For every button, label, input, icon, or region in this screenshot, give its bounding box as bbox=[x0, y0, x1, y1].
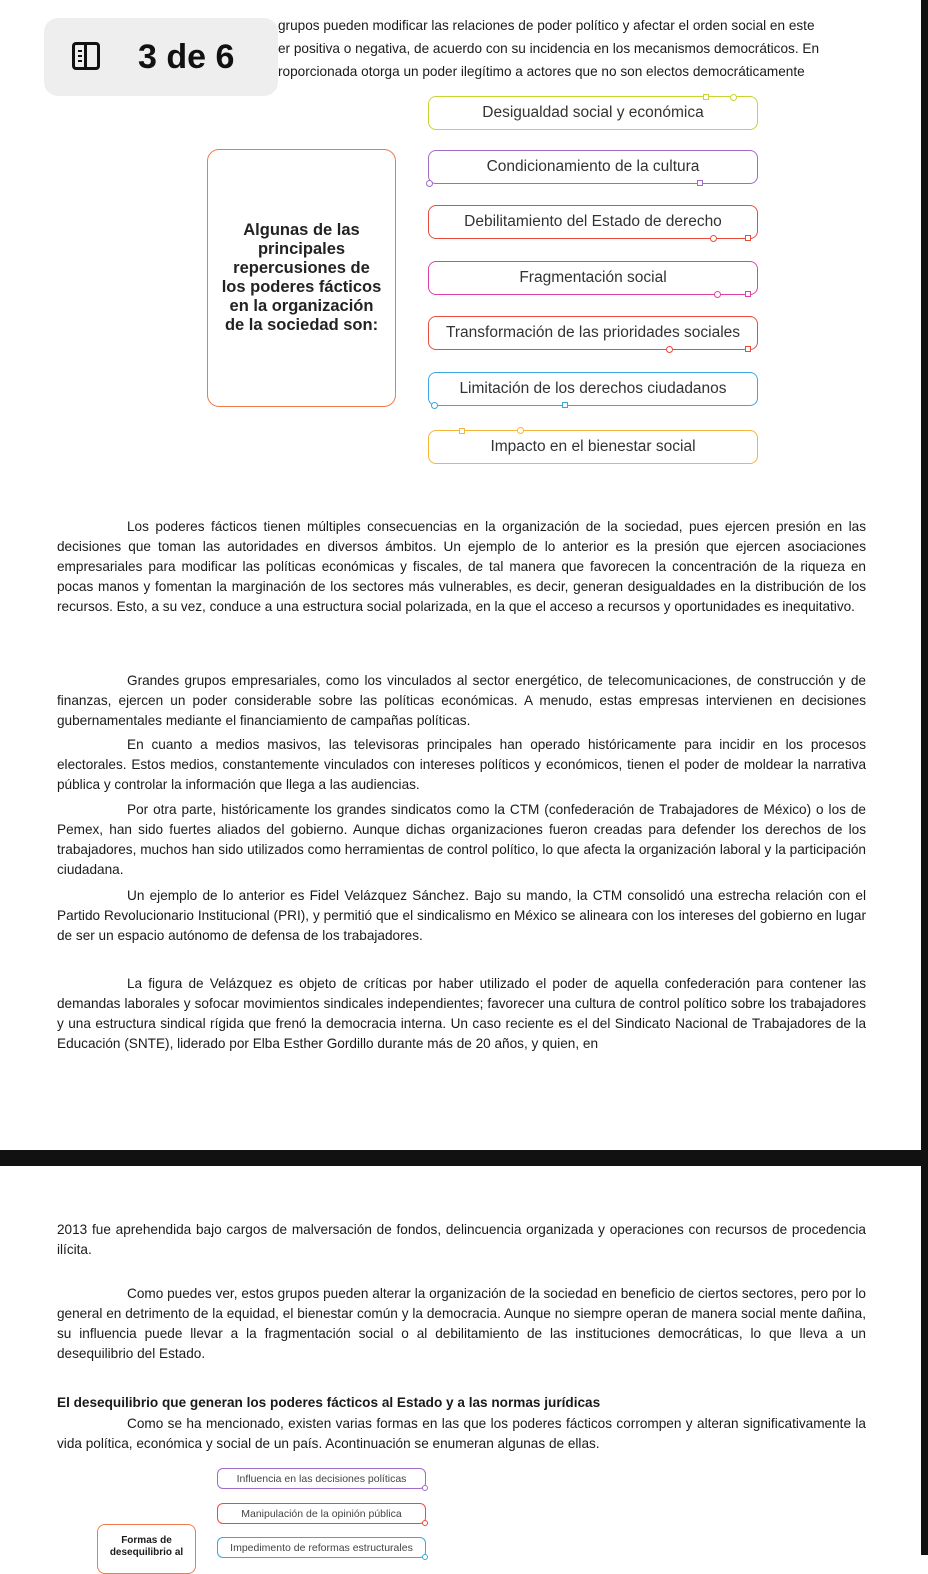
diagram-item-2 bbox=[428, 150, 758, 184]
diagram2-center-box bbox=[97, 1524, 196, 1574]
page-separator bbox=[0, 1150, 928, 1166]
diagram-center-box bbox=[207, 149, 396, 407]
page-indicator-label: 3 de 6 bbox=[138, 38, 235, 76]
connector-dot-icon bbox=[730, 94, 737, 101]
paragraph-5: Un ejemplo de lo anterior es Fidel Velázquez Sánchez. Bajo su mando, la CTM consolidó una estrecha relación con el Partido Revolucionario Institucional (PRI), y permitió que el sindicalismo en México se alineara con los intereses del gobierno en lugar de ser un espacio autónomo de defensa de los trabajadores. bbox=[57, 888, 866, 943]
diagram2-item-label: Influencia en las decisiones políticas bbox=[236, 1472, 407, 1485]
diagram-item-3 bbox=[428, 205, 758, 239]
diagram-item-label: Impacto en el bienestar social bbox=[490, 438, 696, 455]
connector-square-icon bbox=[697, 180, 703, 186]
connector-square-icon bbox=[745, 346, 751, 352]
diagram2-center-text: Formas de desequilibrio al bbox=[109, 1535, 184, 1558]
intro-line-2: er positiva o negativa, de acuerdo con su incidencia en los mecanismos democráticos. En bbox=[278, 41, 820, 56]
continuation-text: 2013 fue aprehendida bajo cargos de malversación de fondos, delincuencia organizada y operaciones con recursos de procedencia ilícita. bbox=[57, 1222, 866, 1257]
diagram-item-label: Limitación de los derechos ciudadanos bbox=[459, 380, 727, 397]
connector-square-icon bbox=[745, 235, 751, 241]
diagram-item-label: Fragmentación social bbox=[519, 269, 667, 286]
diagram-item-5 bbox=[428, 316, 758, 350]
document-page-2 bbox=[0, 1166, 921, 1555]
connector-dot-icon bbox=[517, 427, 524, 434]
connector-square-icon bbox=[703, 94, 709, 100]
diagram-item-7 bbox=[428, 430, 758, 464]
paragraph-7: Como puedes ver, estos grupos pueden alterar la organización de la sociedad en beneficio de ciertos sectores, pero por lo general en detrimento de la equidad, el bienestar común y la democracia. Aunque no siempre operan de manera social mente dañina, su influencia puede llevar a la fragmentación social o al debilitamiento de las instituciones democráticas, lo que lleva a un desequilibrio del Estado. bbox=[57, 1286, 866, 1361]
viewer-edge bbox=[921, 0, 928, 1555]
diagram-item-label: Desigualdad social y económica bbox=[482, 104, 704, 121]
connector-dot-icon bbox=[666, 346, 673, 353]
diagram-item-6 bbox=[428, 372, 758, 406]
diagram-item-label: Debilitamiento del Estado de derecho bbox=[464, 213, 722, 230]
paragraph-4: Por otra parte, históricamente los grandes sindicatos como la CTM (confederación de Trabajadores de México) o los de Pemex, han sido fuertes aliados del gobierno. Aunque dichas organizaciones fueron creadas para defender los derechos de los trabajadores, muchos han sido utilizados como herramientas de control político, lo que afecta la organización laboral y la participación ciudadana. bbox=[57, 802, 866, 877]
connector-square-icon bbox=[745, 291, 751, 297]
connector-dot-icon bbox=[714, 291, 721, 298]
diagram2-item-1 bbox=[217, 1468, 426, 1489]
connector-square-icon bbox=[459, 428, 465, 434]
diagram-item-4 bbox=[428, 261, 758, 295]
paragraph-3: En cuanto a medios masivos, las televisoras principales han operado históricamente para incidir en los procesos electorales. Estos medios, constantemente vinculados con intereses políticos y económicos, tienen el poder de moldear la narrativa pública y controlar la información que llega a las audiencias. bbox=[57, 737, 866, 792]
diagram2-item-label: Manipulación de la opinión pública bbox=[241, 1507, 402, 1520]
paragraph-6: La figura de Velázquez es objeto de críticas por haber utilizado el poder de aquella confederación para contener las demandas laborales y sofocar movimientos sindicales independientes; favorecer una cultura de control político sobre los trabajadores y una estructura sindical rígida que frenó la democracia interna. Un caso reciente es el del Sindicato Nacional de Trabajadores de la Educación (SNTE), liderado por Elba Esther Gordillo durante más de 20 años, y quien, en bbox=[57, 976, 866, 1051]
connector-dot-icon bbox=[422, 1485, 428, 1491]
diagram-item-label: Condicionamiento de la cultura bbox=[486, 158, 700, 175]
diagram-item-1 bbox=[428, 96, 758, 130]
connector-dot-icon bbox=[710, 235, 717, 242]
diagram-center-text: Algunas de las principales repercusiones de los poderes fácticos en la organización de la sociedad son: bbox=[221, 221, 382, 334]
diagram2-item-label: Impedimento de reformas estructurales bbox=[230, 1541, 413, 1554]
diagram-item-label: Transformación de las prioridades sociales bbox=[445, 324, 741, 341]
paragraph-8: Como se ha mencionado, existen varias formas en las que los poderes fácticos corrompen y alteran significativamente la vida política, económica y social de un país. Acontinuación se enumeran algunas de ellas. bbox=[57, 1416, 866, 1451]
connector-dot-icon bbox=[426, 180, 433, 187]
connector-dot-icon bbox=[422, 1520, 428, 1526]
paragraph-2: Grandes grupos empresariales, como los vinculados al sector energético, de telecomunicaciones, de construcción y de finanzas, ejercen un poder considerable sobre las políticas económicas. A menudo, estas empresas intervienen en decisiones gubernamentales mediante el financiamiento de campañas políticas. bbox=[57, 673, 866, 728]
intro-line-1: grupos pueden modificar las relaciones de poder político y afectar el orden social en este bbox=[278, 18, 815, 33]
book-icon bbox=[72, 42, 100, 70]
diagram2-item-2 bbox=[217, 1503, 426, 1524]
connector-square-icon bbox=[562, 402, 568, 408]
section-heading: El desequilibrio que generan los poderes fácticos al Estado y a las normas jurídicas bbox=[57, 1395, 601, 1410]
paragraph-1: Los poderes fácticos tienen múltiples consecuencias en la organización de la sociedad, pues ejercen presión en las decisiones que toman las autoridades en diversos ámbitos. Un ejemplo de lo anterior es la presión que ejercen asociaciones empresariales para modificar las políticas económicas y fiscales, de tal manera que favorecen la concentración de la riqueza en pocas manos y fomentan la marginación de los sectores más vulnerables, es decir, generan desigualdades en la distribución de los recursos. Esto, a su vez, conduce a una estructura social polarizada, en la que el acceso a recursos y oportunidades es inequitativo. bbox=[57, 519, 866, 614]
connector-dot-icon bbox=[431, 402, 438, 409]
intro-line-3: roporcionada otorga un poder ilegítimo a actores que no son electos democráticamente bbox=[278, 64, 805, 79]
page-indicator[interactable] bbox=[44, 18, 278, 96]
